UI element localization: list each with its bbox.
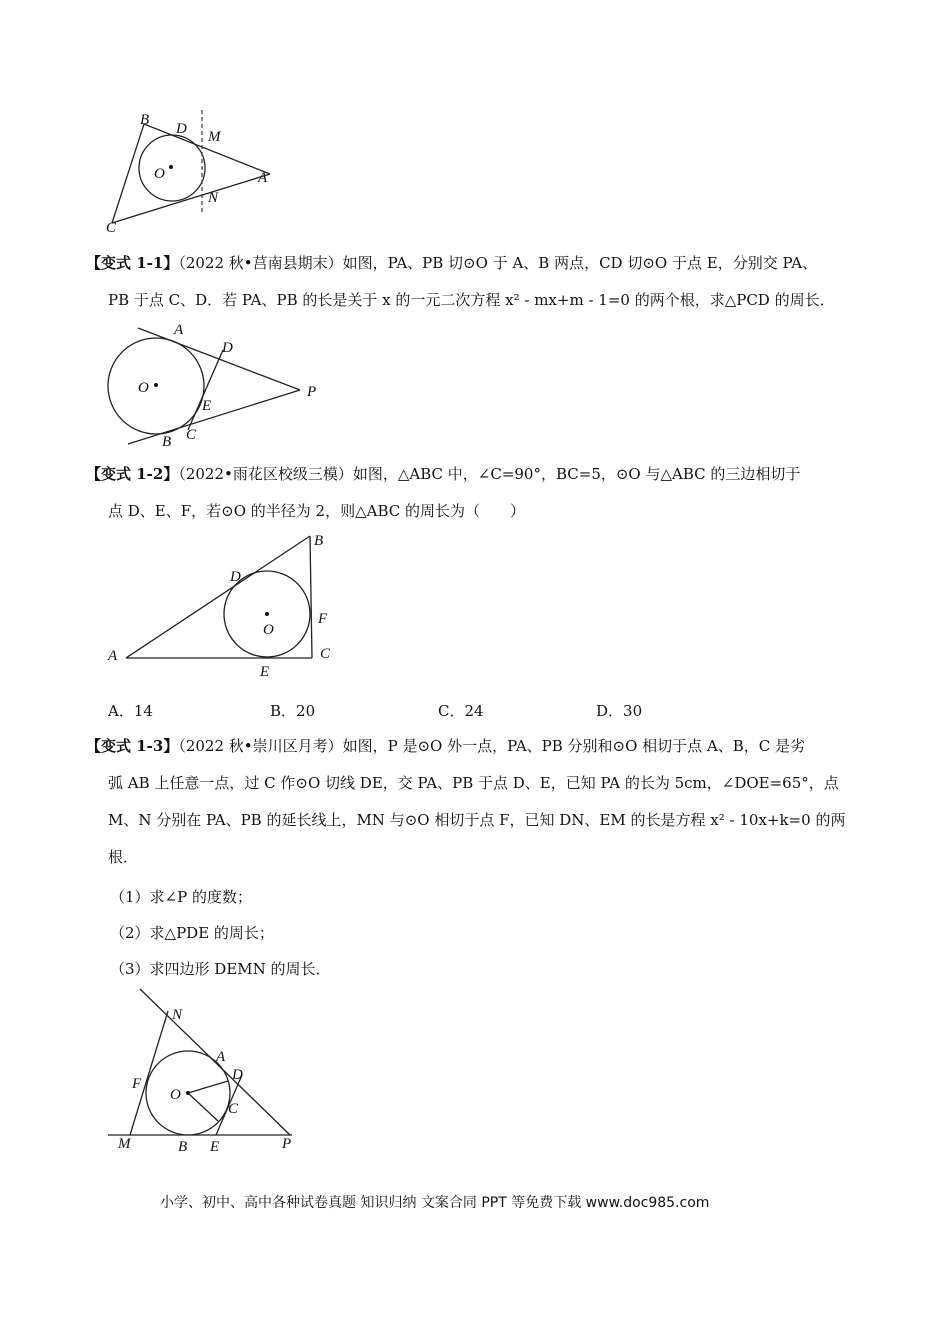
fig2-label-e: E bbox=[202, 398, 212, 414]
question-1 bbox=[86, 245, 876, 319]
fig4-label-d: D bbox=[232, 1067, 243, 1083]
fig1-label-c: C bbox=[106, 220, 117, 236]
q3-line-1 bbox=[86, 728, 876, 765]
q1-source: （2022 秋•莒南县期末） bbox=[178, 254, 343, 272]
fig3-label-b: B bbox=[314, 533, 324, 549]
q2-line2: 点 D、E、F，若⊙O 的半径为 2，则△ABC 的周长为（ ） bbox=[108, 502, 526, 520]
fig2-label-o: O bbox=[138, 380, 149, 396]
q3-sub-3: （3）求四边形 DEMN 的周长． bbox=[110, 960, 331, 978]
fig3-label-e: E bbox=[260, 664, 270, 680]
fig2-label-a: A bbox=[174, 322, 184, 338]
fig1-label-a: A bbox=[258, 170, 268, 186]
fig4-label-e: E bbox=[210, 1139, 220, 1155]
fig3-label-d: D bbox=[230, 569, 241, 585]
fig3-label-a: A bbox=[108, 648, 118, 664]
q2-tag: 【变式 1-2】 bbox=[86, 465, 179, 483]
q3-line1: 如图，P 是⊙O 外一点，PA、PB 分别和⊙O 相切于点 A、B，C 是劣 bbox=[342, 737, 806, 755]
option-d[interactable]: D．30 bbox=[596, 702, 643, 720]
q3-line2: 弧 AB 上任意一点，过 C 作⊙O 切线 DE，交 PA、PB 于点 D、E，已知 PA 的长为 5cm，∠DOE=65°，点 bbox=[108, 774, 839, 792]
fig4-label-f: F bbox=[132, 1076, 142, 1092]
fig3-label-o: O bbox=[263, 622, 274, 638]
q3-source: （2022 秋•崇川区月考） bbox=[178, 737, 343, 755]
q3-tag: 【变式 1-3】 bbox=[86, 737, 179, 755]
fig4-label-m: M bbox=[118, 1136, 131, 1152]
fig3-label-f: F bbox=[318, 611, 328, 627]
option-b[interactable]: B．20 bbox=[270, 702, 316, 720]
q1-line-1 bbox=[86, 245, 876, 282]
fig1-label-b: B bbox=[140, 112, 150, 128]
fig1-label-d: D bbox=[176, 121, 187, 137]
fig4-label-b: B bbox=[178, 1139, 188, 1155]
q1-line1: 如图，PA、PB 切⊙O 于 A、B 两点，CD 切⊙O 于点 E，分别交 PA、 bbox=[342, 254, 818, 272]
question-2 bbox=[86, 456, 876, 530]
fig2-label-b: B bbox=[162, 434, 172, 450]
q2-line-1 bbox=[86, 456, 876, 493]
q3-sub-2: （2）求△PDE 的周长； bbox=[110, 924, 274, 942]
option-c[interactable]: C．24 bbox=[438, 702, 484, 720]
q3-line3: M、N 分别在 PA、PB 的延长线上，MN 与⊙O 相切于点 F，已知 DN、EM 的长是方程 x² - 10x+k=0 的两 bbox=[108, 811, 846, 829]
fig2-label-d: D bbox=[222, 340, 233, 356]
fig4-label-a: A bbox=[216, 1049, 226, 1065]
fig2-label-p: P bbox=[307, 384, 317, 400]
q3-sub-1: （1）求∠P 的度数； bbox=[110, 888, 252, 906]
q1-line2: PB 于点 C、D．若 PA、PB 的长是关于 x 的一元二次方程 x² - mx+m - 1=0 的两个根，求△PCD 的周长． bbox=[108, 291, 835, 309]
q1-tag: 【变式 1-1】 bbox=[86, 254, 179, 272]
fig4-label-c: C bbox=[228, 1101, 239, 1117]
figure-4 bbox=[100, 985, 310, 1157]
option-a[interactable]: A．14 bbox=[108, 702, 153, 720]
q2-source: （2022•雨花区校级三模） bbox=[178, 465, 353, 483]
figure-2 bbox=[100, 320, 330, 450]
q2-line1: 如图，△ABC 中，∠C=90°，BC=5，⊙O 与△ABC 的三边相切于 bbox=[352, 465, 801, 483]
fig3-label-c: C bbox=[320, 646, 331, 662]
fig4-label-n: N bbox=[172, 1007, 183, 1023]
fig1-label-o: O bbox=[154, 166, 165, 182]
fig2-label-c: C bbox=[186, 427, 197, 443]
fig1-label-n: N bbox=[208, 190, 219, 206]
question-3 bbox=[86, 728, 876, 876]
figure-3 bbox=[100, 528, 350, 683]
fig1-label-m: M bbox=[208, 129, 221, 145]
fig4-label-o: O bbox=[170, 1087, 181, 1103]
q3-line4: 根． bbox=[108, 848, 139, 866]
page-footer[interactable]: 小学、初中、高中各种试卷真题 知识归纳 文案合同 PPT 等免费下载 www.doc985.com bbox=[160, 1195, 710, 1211]
figure-1 bbox=[100, 108, 290, 238]
fig4-label-p: P bbox=[282, 1136, 292, 1152]
